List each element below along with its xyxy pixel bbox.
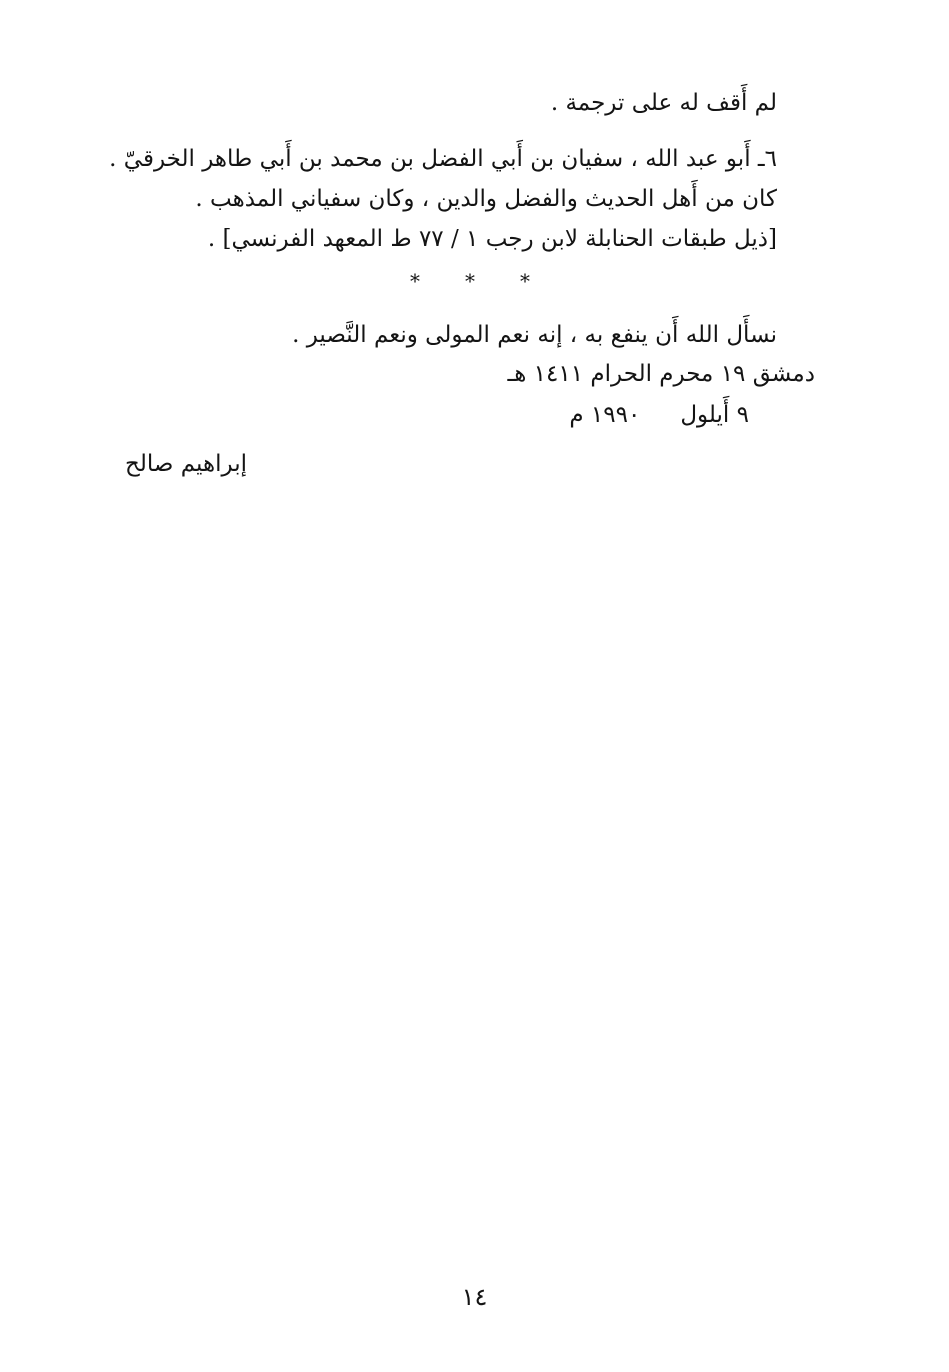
date-gregorian-day-month: ٩ أَيلول (680, 402, 749, 428)
author-signature: إبراهيم صالح (125, 451, 247, 477)
separator-star: * (410, 269, 420, 293)
text-line-2: ٦ـ أَبو عبد الله ، سفيان بن أَبي الفضل بن محمد بن أَبي طاهر الخرقيّ . (109, 146, 777, 172)
closing-prayer: نسأَل الله أَن ينفع به ، إنه نعم المولى ونعم النَّصير . (292, 322, 777, 348)
text-line-4: [ذيل طبقات الحنابلة لابن رجب ١ / ٧٧ ط المعهد الفرنسي] . (207, 226, 777, 252)
date-hijri: دمشق ١٩ محرم الحرام ١٤١١ هـ (507, 361, 815, 387)
page-number: ١٤ (461, 1283, 488, 1311)
date-gregorian-year: ١٩٩٠ م (569, 402, 641, 428)
date-gregorian (569, 398, 749, 432)
text-line-1: لم أَقف له على ترجمة . (550, 90, 777, 116)
separator-star: * (465, 269, 475, 293)
text-line-3: كان من أَهل الحديث والفضل والدين ، وكان سفياني المذهب . (195, 186, 777, 212)
section-separator (410, 266, 530, 296)
separator-star: * (520, 269, 530, 293)
